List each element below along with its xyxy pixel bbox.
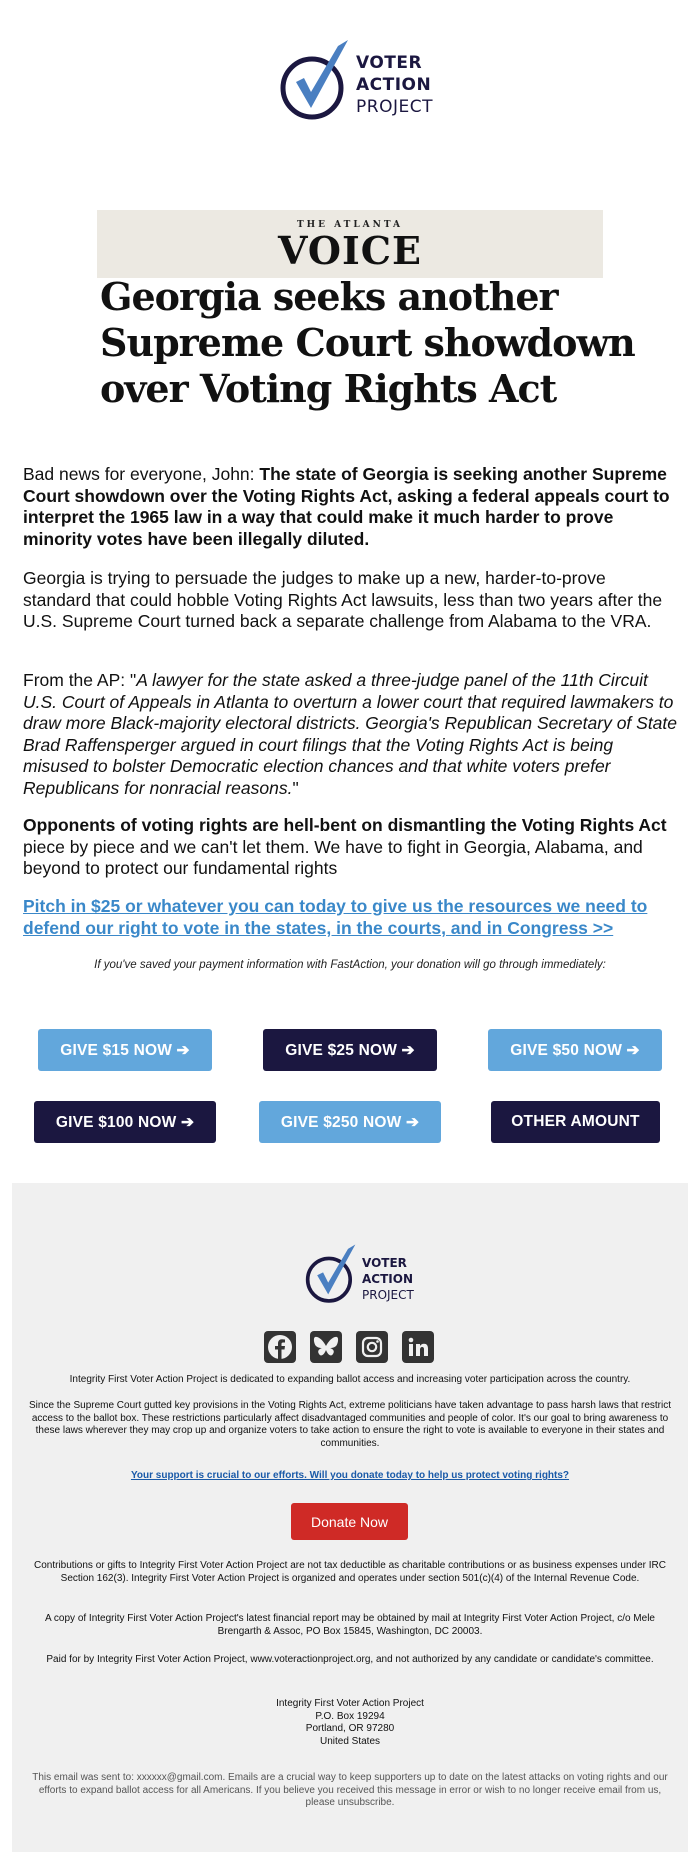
footer-financial-report: A copy of Integrity First Voter Action Project's latest financial report may be obtained by mail at Integrity First Voter Action Project, c/o Mele Brengarth & Assoc, PO Box 15845, Washington, DC 20003. (45, 1613, 655, 1637)
logo-line-3: PROJECT (356, 97, 433, 117)
footer-sent-to: This email was sent to: xxxxxx@gmail.com. Emails are a crucial way to keep supporters up to date on the latest attacks on voting rights and our efforts to expand ballot access for all Americans. If you believe you received this message in error or wish to no longer receive email from us, please unsubscribe. (32, 1772, 668, 1808)
footer-address (26, 1698, 674, 1748)
donate-now-button[interactable]: Donate Now (291, 1503, 408, 1540)
footer-mission: Integrity First Voter Action Project is dedicated to expanding ballot access and increasing voter participation across the country. (69, 1374, 631, 1385)
p3-end: " (292, 777, 299, 798)
checkmark-logo-icon (278, 38, 353, 128)
p1-lead: Bad news for everyone, John: (23, 464, 260, 484)
footer-logo-line-2: ACTION (362, 1272, 413, 1286)
voter-action-project-logo[interactable] (278, 38, 433, 128)
logo-line-1: VOTER (356, 53, 423, 73)
footer-tax-disclaimer: Contributions or gifts to Integrity First Voter Action Project are not tax deductible as charitable contributions or as business expenses under IRC Section 162(3). Integrity First Voter Action Project is organized and operates under section 501(c)(4) of the Internal Revenue Code. (34, 1560, 666, 1584)
footer-checkmark-logo-icon (304, 1241, 359, 1311)
paragraph-3 (23, 670, 678, 799)
bluesky-icon[interactable] (310, 1331, 342, 1363)
address-country: United States (319, 1735, 381, 1747)
p4-bold: Opponents of voting rights are hell-bent on dismantling the Voting Rights Act (23, 815, 667, 835)
facebook-icon[interactable] (264, 1331, 296, 1363)
p4-rest: piece by piece and we can't let them. We have to fight in Georgia, Alabama, and beyond to protect our fundamental rights (23, 836, 643, 878)
paragraph-2: Georgia is trying to persuade the judges to make up a new, harder-to-prove standard that could hobble Voting Rights Act lawsuits, less than two years after the U.S. Supreme Court turned back a separate challenge from Alabama to the VRA. (23, 568, 663, 631)
footer-paid-for: Paid for by Integrity First Voter Action Project, www.voteractionproject.org, and not authorized by any candidate or candidate's committee. (46, 1654, 654, 1665)
address-po: P.O. Box 19294 (315, 1710, 385, 1722)
other-amount-button[interactable]: OTHER AMOUNT (491, 1101, 660, 1143)
fastaction-note: If you've saved your payment information with FastAction, your donation will go through immediately: (94, 959, 606, 971)
footer-logo-line-3: PROJECT (362, 1288, 414, 1302)
logo-line-2: ACTION (356, 75, 432, 95)
paragraph-4 (23, 815, 678, 880)
footer-logo-line-1: VOTER (362, 1256, 407, 1270)
support-link[interactable]: Your support is crucial to our efforts. Will you donate today to help us protect voting rights? (130, 1470, 570, 1481)
give-50-button[interactable]: GIVE $50 NOW ➔ (488, 1029, 662, 1071)
article-headline: Georgia seeks another Supreme Court showdown over Voting Rights Act (100, 274, 635, 411)
footer (12, 1183, 688, 1852)
banner-small-text: THE ATLANTA (296, 220, 404, 230)
footer-logo[interactable] (304, 1241, 414, 1311)
give-15-button[interactable]: GIVE $15 NOW ➔ (38, 1029, 212, 1071)
footer-about: Since the Supreme Court gutted key provisions in the Voting Rights Act, extreme politicians have taken advantage to pass harsh laws that restrict access to the ballot box. These restrictions particularly affect disadvantaged communities and people of color. It's our goal to bring awareness to these laws wherever they may crop up and organize voters to take action to ensure the right to vote is available to everyone in their states and communities. (28, 1400, 671, 1449)
p1-bold: The state of Georgia is seeking another Supreme Court showdown over the Voting Rights Act, asking a federal appeals court to interpret the 1965 law in a way that could make it much harder to prove minority votes have been illegally diluted. (23, 464, 670, 549)
instagram-icon[interactable] (356, 1331, 388, 1363)
give-100-button[interactable]: GIVE $100 NOW ➔ (34, 1101, 216, 1143)
paragraph-1 (23, 464, 678, 550)
atlanta-voice-banner (97, 210, 603, 278)
give-25-button[interactable]: GIVE $25 NOW ➔ (263, 1029, 437, 1071)
linkedin-icon[interactable] (402, 1331, 434, 1363)
address-city: Portland, OR 97280 (305, 1723, 395, 1734)
address-org: Integrity First Voter Action Project (276, 1698, 424, 1709)
banner-masthead: VOICE (278, 228, 422, 273)
ap-quote: A lawyer for the state asked a three-judge panel of the 11th Circuit U.S. Court of Appeals in Atlanta to overturn a lower court that required lawmakers to draw more Black-majority electoral districts. Georgia's Republican Secretary of State Brad Raffensperger argued in court filings that the Voting Rights Act is being misused to bolster Democratic election chances and that white voters prefer Republicans for nonracial reasons. (23, 670, 678, 798)
pitch-in-link[interactable]: Pitch in $25 or whatever you can today to give us the resources we need to defend our right to vote in the states, in the courts, and in Congress >> (23, 896, 648, 938)
p3-lead: From the AP: " (23, 670, 137, 690)
give-250-button[interactable]: GIVE $250 NOW ➔ (259, 1101, 441, 1143)
